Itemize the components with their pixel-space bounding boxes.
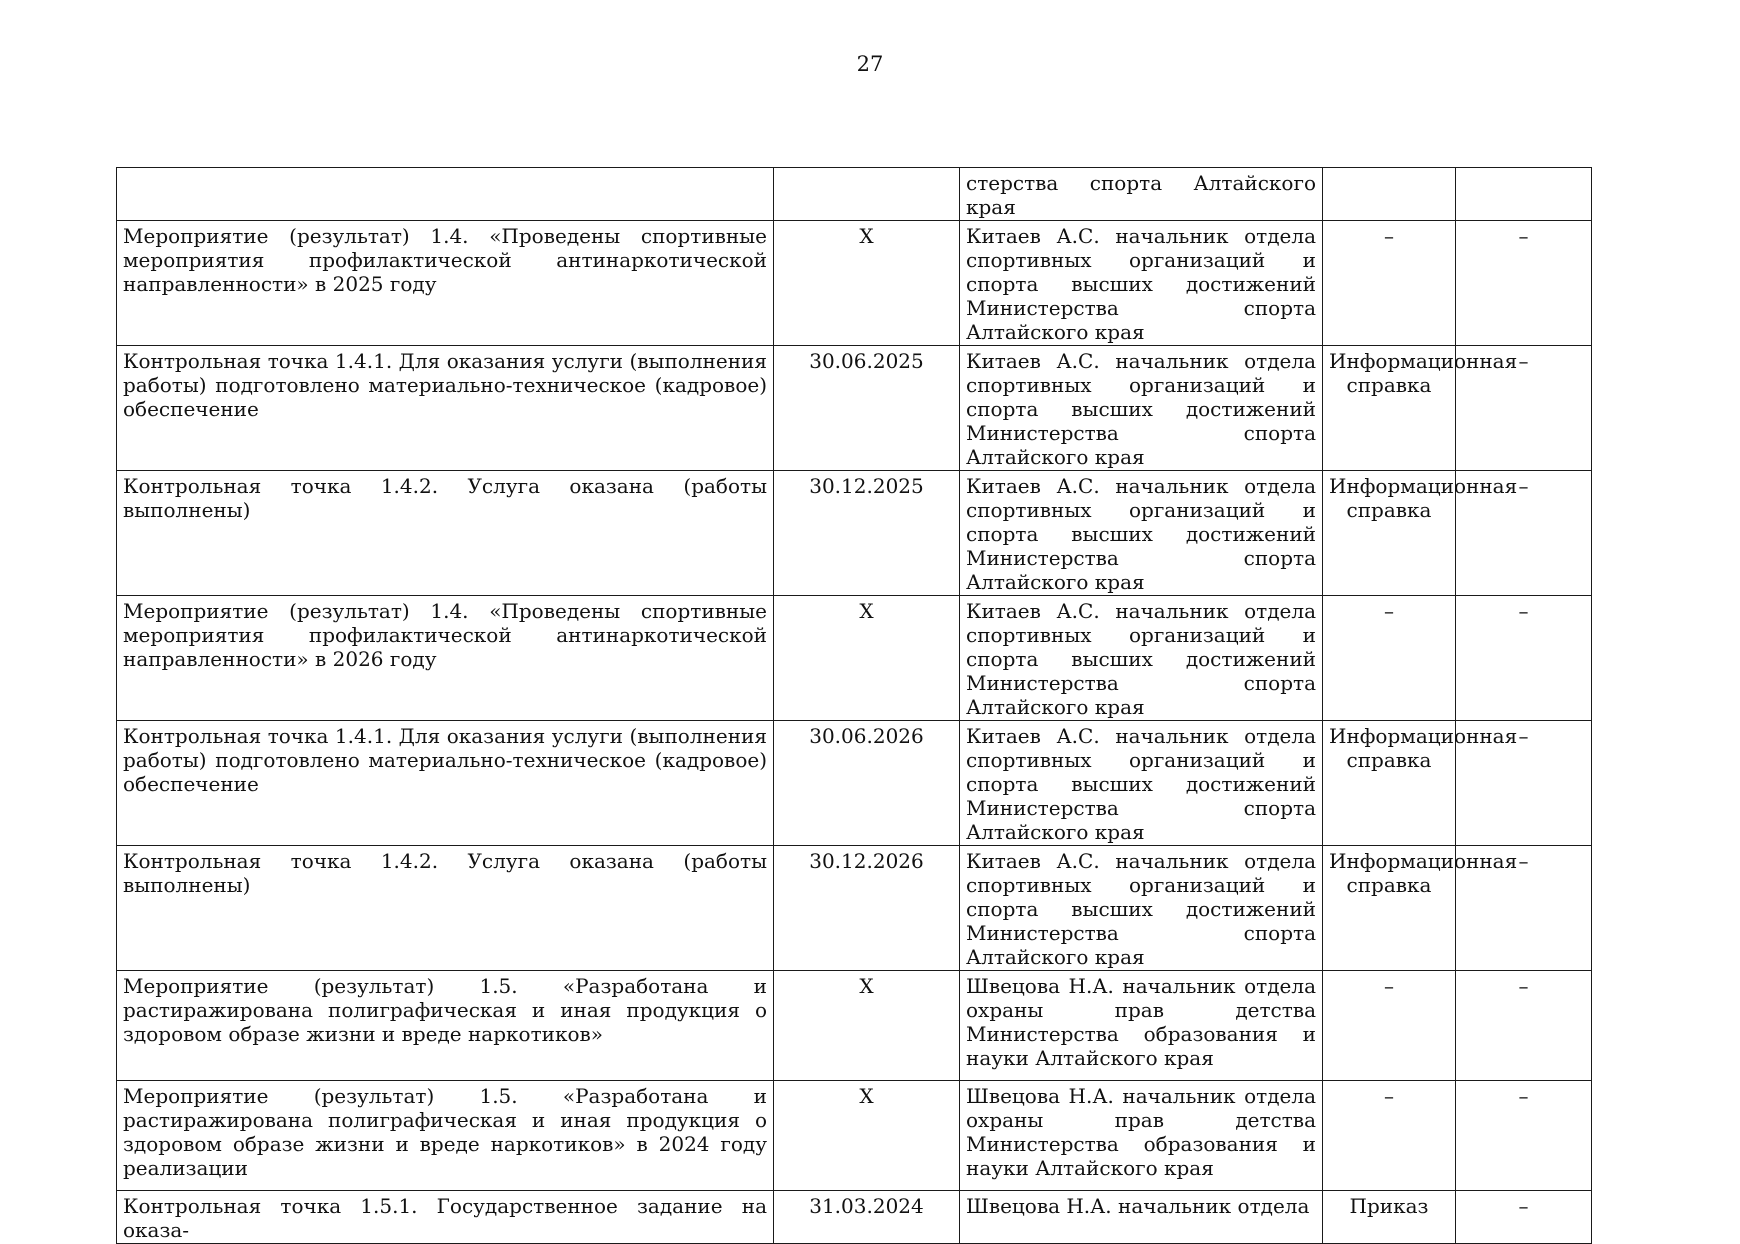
responsible-cell: Китаев А.С. начальник отдела спортивных организаций и спорта высших достижений Министерства спорта Алтайского края xyxy=(960,221,1323,346)
responsible-cell: Швецова Н.А. начальник отдела охраны прав детства Министерства образования и науки Алтайского края xyxy=(960,971,1323,1081)
deadline-cell xyxy=(774,168,960,221)
deadline-cell: X xyxy=(774,596,960,721)
table-row xyxy=(117,1081,1592,1191)
responsible-cell: Китаев А.С. начальник отдела спортивных организаций и спорта высших достижений Министерства спорта Алтайского края xyxy=(960,471,1323,596)
document-cell: Информационная справка xyxy=(1323,846,1456,971)
control-cell: – xyxy=(1456,596,1592,721)
document-cell: Информационная справка xyxy=(1323,721,1456,846)
control-cell: – xyxy=(1456,1191,1592,1244)
control-cell: – xyxy=(1456,721,1592,846)
event-name-cell: Мероприятие (результат) 1.4. «Проведены спортивные мероприятия профилактической антинаркотической направленности» в 2025 году xyxy=(117,221,774,346)
document-cell: Информационная справка xyxy=(1323,471,1456,596)
table-row xyxy=(117,971,1592,1081)
document-cell: – xyxy=(1323,221,1456,346)
control-cell xyxy=(1456,168,1592,221)
control-cell: – xyxy=(1456,221,1592,346)
plan-table xyxy=(116,167,1592,1244)
document-cell: Информационная справка xyxy=(1323,346,1456,471)
responsible-cell: Китаев А.С. начальник отдела спортивных организаций и спорта высших достижений Министерства спорта Алтайского края xyxy=(960,596,1323,721)
responsible-cell: Швецова Н.А. начальник отдела охраны прав детства Министерства образования и науки Алтайского края xyxy=(960,1081,1323,1191)
document-cell xyxy=(1323,168,1456,221)
document-cell: – xyxy=(1323,596,1456,721)
control-cell: – xyxy=(1456,471,1592,596)
responsible-cell: Китаев А.С. начальник отдела спортивных организаций и спорта высших достижений Министерства спорта Алтайского края xyxy=(960,721,1323,846)
deadline-cell: 30.12.2025 xyxy=(774,471,960,596)
deadline-cell: 30.06.2025 xyxy=(774,346,960,471)
page-number: 27 xyxy=(856,52,884,76)
event-name-cell: Мероприятие (результат) 1.5. «Разработана и растиражирована полиграфическая и иная продукция о здоровом образе жизни и вреде наркотиков» в 2024 году реализации xyxy=(117,1081,774,1191)
table-row xyxy=(117,471,1592,596)
document-cell: Приказ xyxy=(1323,1191,1456,1244)
deadline-cell: X xyxy=(774,971,960,1081)
responsible-cell: Китаев А.С. начальник отдела спортивных организаций и спорта высших достижений Министерства спорта Алтайского края xyxy=(960,846,1323,971)
table-row xyxy=(117,846,1592,971)
event-name-cell: Контрольная точка 1.4.1. Для оказания услуги (выполнения работы) подготовлено материально-техническое (кадровое) обеспечение xyxy=(117,721,774,846)
deadline-cell: X xyxy=(774,1081,960,1191)
event-name-cell: Мероприятие (результат) 1.5. «Разработана и растиражирована полиграфическая и иная продукция о здоровом образе жизни и вреде наркотиков» xyxy=(117,971,774,1081)
deadline-cell: 30.06.2026 xyxy=(774,721,960,846)
plan-table-body xyxy=(117,168,1592,1244)
responsible-cell: Швецова Н.А. начальник отдела xyxy=(960,1191,1323,1244)
control-cell: – xyxy=(1456,346,1592,471)
event-name-cell: Контрольная точка 1.4.2. Услуга оказана (работы выполнены) xyxy=(117,471,774,596)
table-row xyxy=(117,596,1592,721)
event-name-cell: Контрольная точка 1.5.1. Государственное задание на оказа- xyxy=(117,1191,774,1244)
deadline-cell: 31.03.2024 xyxy=(774,1191,960,1244)
event-name-cell xyxy=(117,168,774,221)
table-row xyxy=(117,721,1592,846)
control-cell: – xyxy=(1456,1081,1592,1191)
table-row xyxy=(117,1191,1592,1244)
responsible-cell: Китаев А.С. начальник отдела спортивных организаций и спорта высших достижений Министерства спорта Алтайского края xyxy=(960,346,1323,471)
document-cell: – xyxy=(1323,971,1456,1081)
deadline-cell: X xyxy=(774,221,960,346)
deadline-cell: 30.12.2026 xyxy=(774,846,960,971)
control-cell: – xyxy=(1456,971,1592,1081)
table-row xyxy=(117,346,1592,471)
table-row xyxy=(117,168,1592,221)
table-row xyxy=(117,221,1592,346)
responsible-cell: стерства спорта Алтайского края xyxy=(960,168,1323,221)
event-name-cell: Мероприятие (результат) 1.4. «Проведены спортивные мероприятия профилактической антинаркотической направленности» в 2026 году xyxy=(117,596,774,721)
control-cell: – xyxy=(1456,846,1592,971)
document-cell: – xyxy=(1323,1081,1456,1191)
event-name-cell: Контрольная точка 1.4.1. Для оказания услуги (выполнения работы) подготовлено материально-техническое (кадровое) обеспечение xyxy=(117,346,774,471)
event-name-cell: Контрольная точка 1.4.2. Услуга оказана (работы выполнены) xyxy=(117,846,774,971)
